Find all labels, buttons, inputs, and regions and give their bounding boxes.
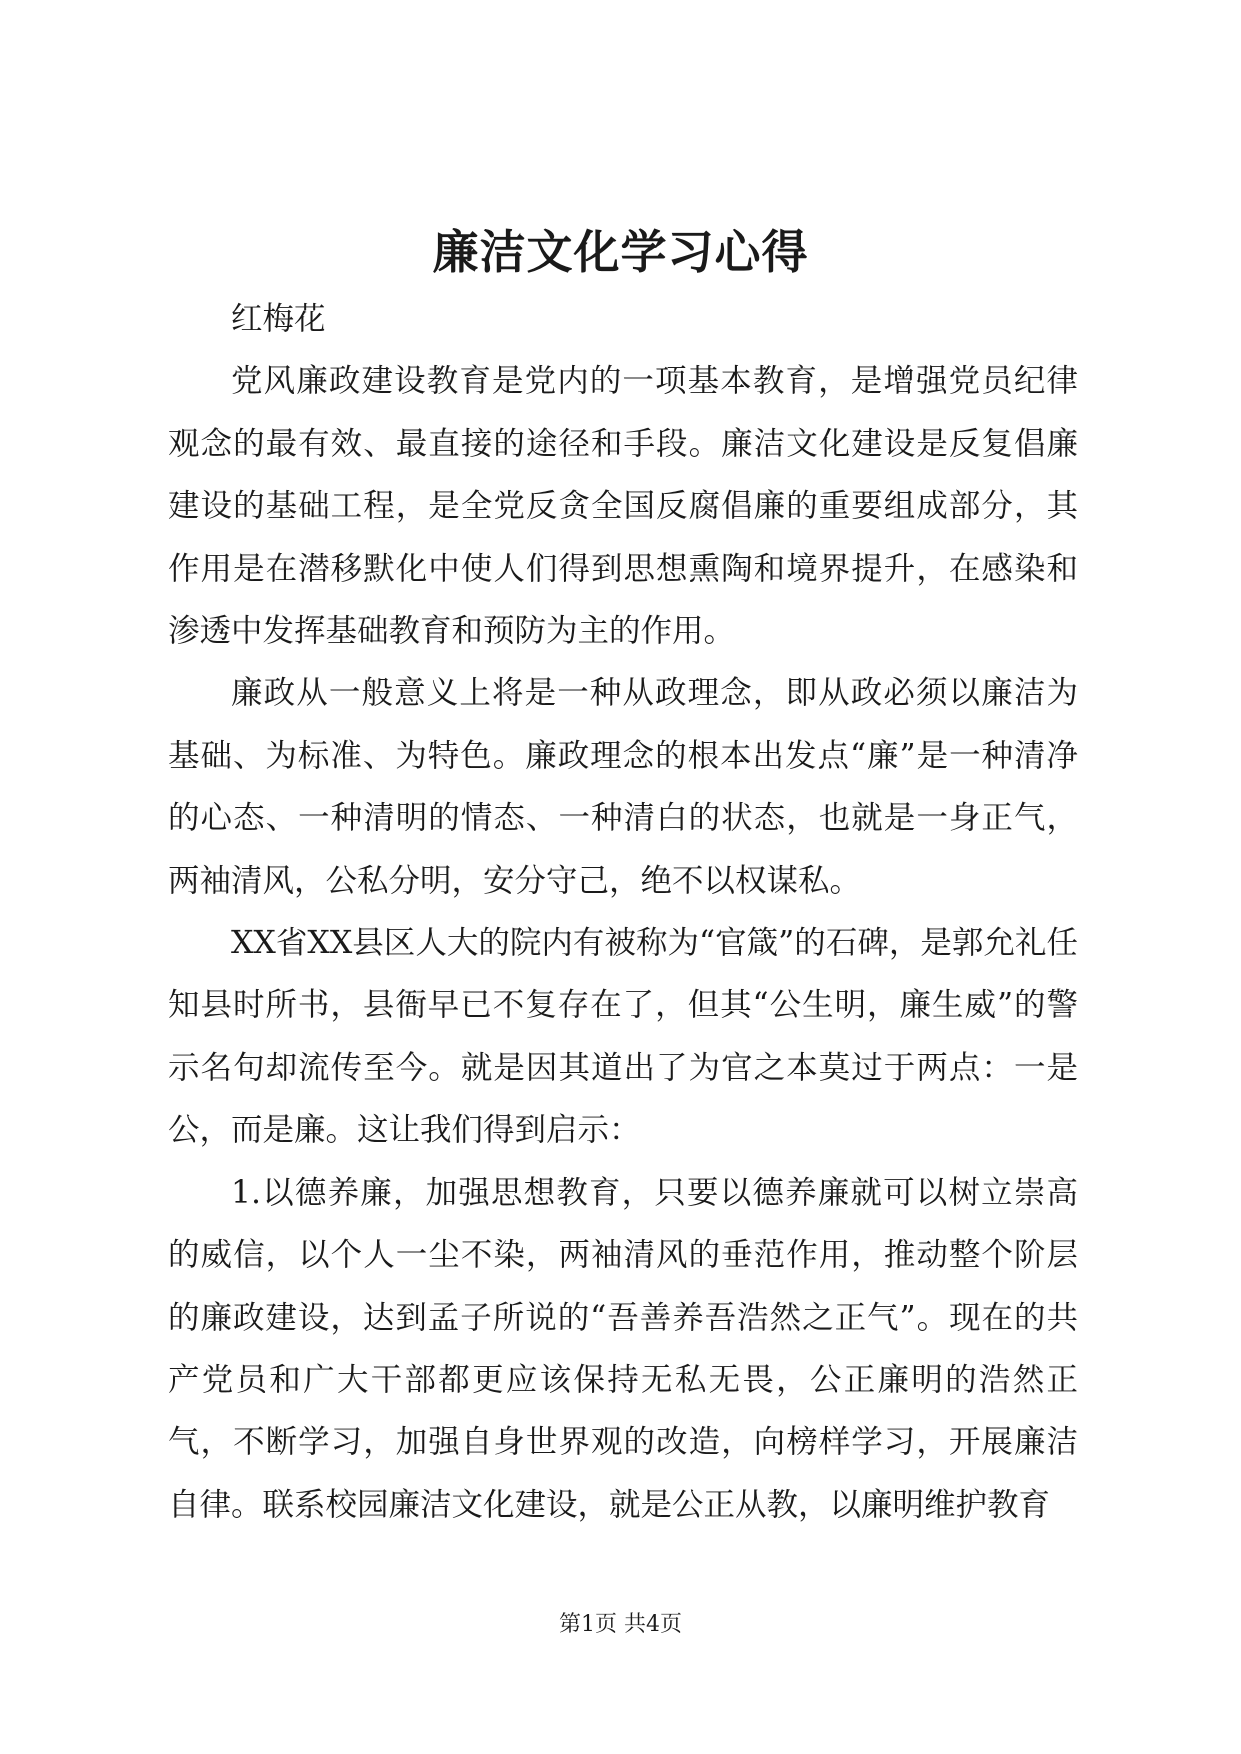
current-page-number: 1 — [581, 1612, 595, 1637]
page-label-mid: 页 共 — [595, 1612, 646, 1637]
paragraph-2: 廉政从一般意义上将是一种从政理念，即从政必须以廉洁为基础、为标准、为特色。廉政理念的根本出发点“廉”是一种清净的心态、一种清明的情态、一种清白的状态，也就是一身正气，两袖清风，公私分明，安分守己，绝不以权谋私。 — [168, 675, 1078, 899]
paragraph-1: 党风廉政建设教育是党内的一项基本教育，是增强党员纪律观念的最有效、最直接的途径和手段。廉洁文化建设是反复倡廉建设的基础工程，是全党反贪全国反腐倡廉的重要组成部分，其作用是在潜移默化中使人们得到思想熏陶和境界提升，在感染和渗透中发挥基础教育和预防为主的作用。 — [168, 363, 1078, 650]
page-footer — [0, 1610, 1241, 1640]
page-label-prefix: 第 — [558, 1612, 581, 1637]
author-line: 红梅花 — [231, 301, 326, 337]
document-title: 廉洁文化学习心得 — [432, 225, 809, 279]
paragraph-4: 1.以德养廉，加强思想教育，只要以德养廉就可以树立崇高的威信，以个人一尘不染，两袖清风的垂范作用，推动整个阶层的廉政建设，达到孟子所说的“吾善养吾浩然之正气”。现在的共产党员和广大干部都更应该保持无私无畏，公正廉明的浩然正气，不断学习，加强自身世界观的改造，向榜样学习，开展廉洁自律。联系校园廉洁文化建设，就是公正从教，以廉明维护教育 — [168, 1174, 1078, 1523]
paragraph-3: XX省XX县区人大的院内有被称为“官箴”的石碑，是郭允礼任知县时所书，县衙早已不复存在了，但其“公生明，廉生威”的警示名句却流传至今。就是因其道出了为官之本莫过于两点：一是公，而是廉。这让我们得到启示： — [168, 925, 1078, 1149]
document-body — [168, 288, 1078, 1536]
total-pages-number: 4 — [646, 1612, 660, 1637]
page-label-suffix: 页 — [660, 1612, 683, 1637]
